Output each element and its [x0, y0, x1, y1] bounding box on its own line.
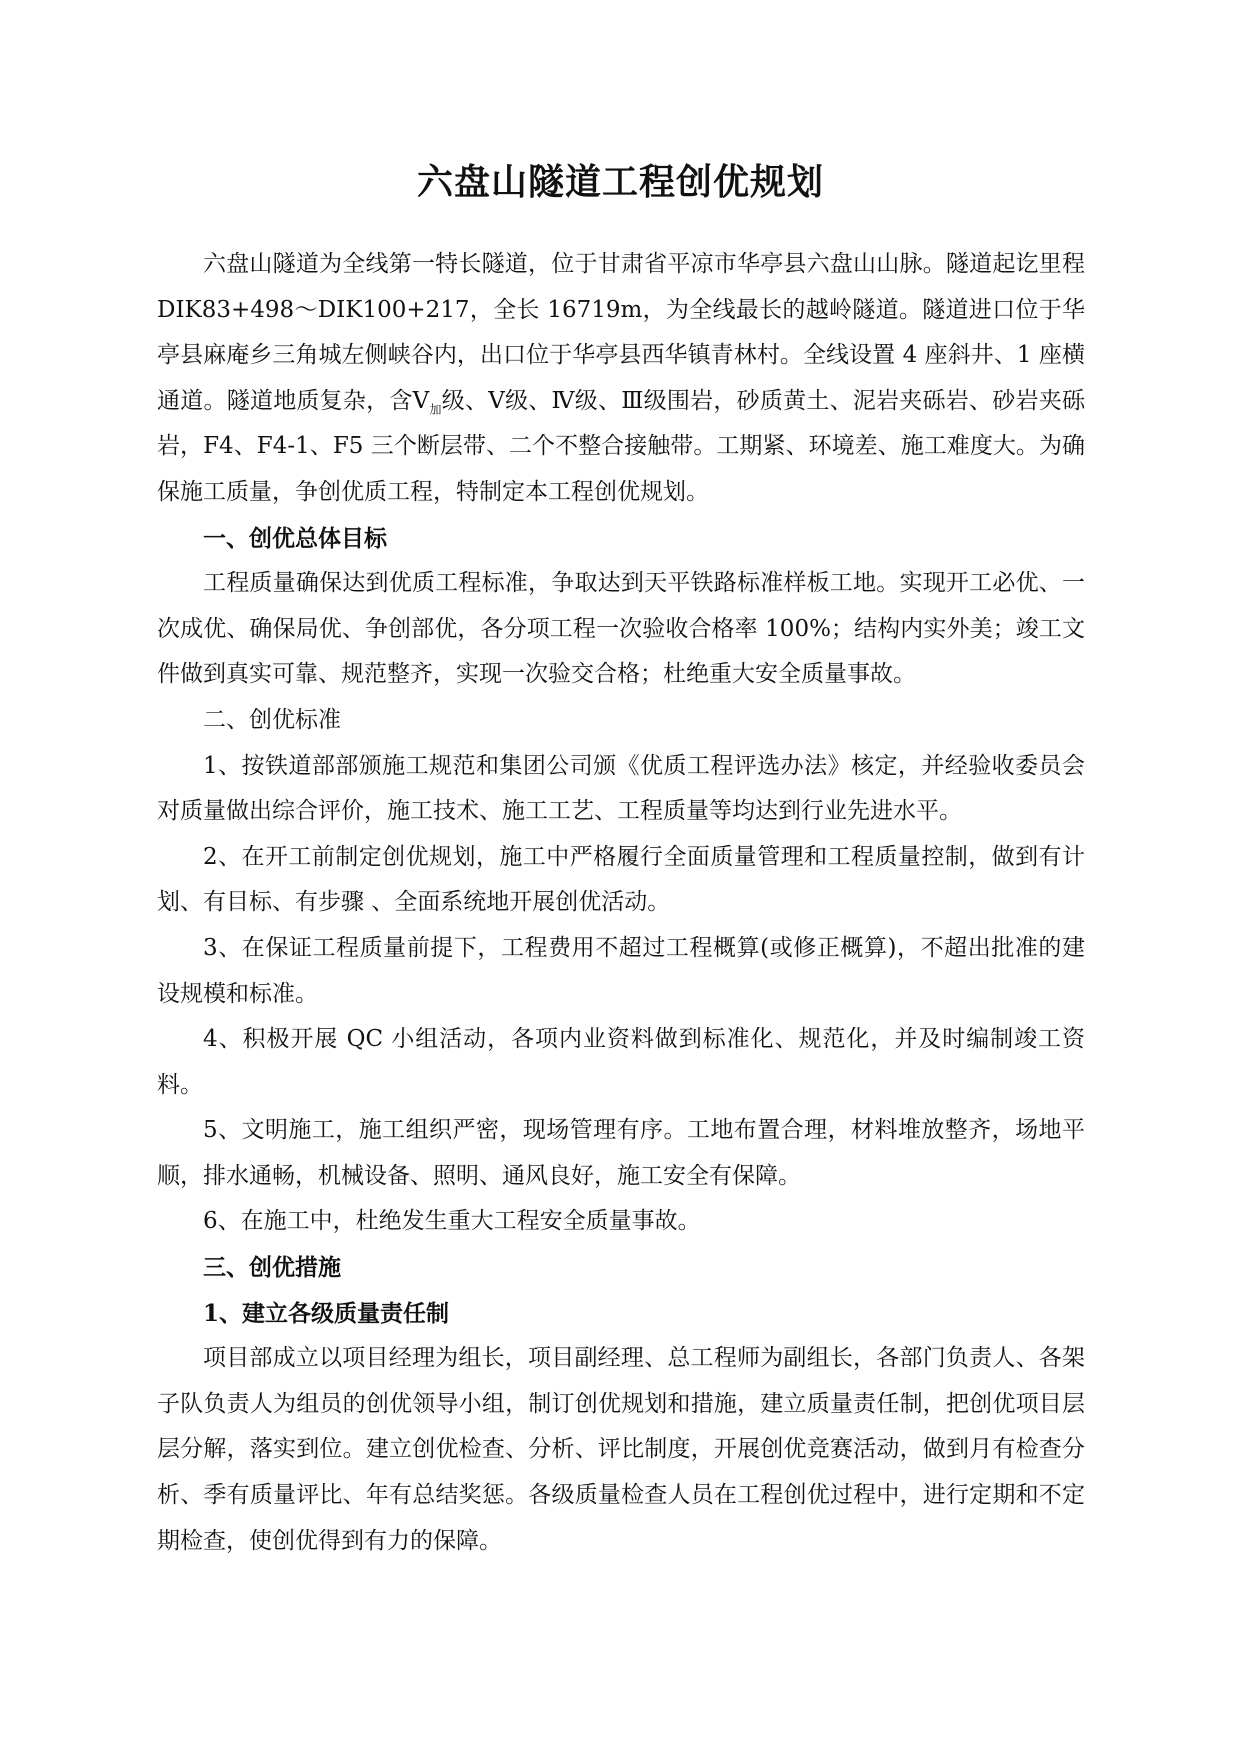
- section3-subheading: 1、建立各级质量责任制: [203, 1299, 450, 1327]
- standard-item-6: 6、在施工中，杜绝发生重大工程安全质量事故。: [203, 1208, 701, 1235]
- section1-heading: 一、创优总体目标: [203, 524, 387, 552]
- intro-subscript: 加: [429, 402, 442, 417]
- section1-paragraph: 工程质量确保达到优质工程标准，争取达到天平铁路标准样板工地。实现开工必优、一次成优、确保局优、争创部优，各分项工程一次验收合格率 100%；结构内实外美；竣工文件做到真实可靠、规范整齐，实现一次验交合格；杜绝重大安全质量事故。: [157, 570, 1085, 688]
- standard-item-3: 3、在保证工程质量前提下，工程费用不超过工程概算(或修正概算)，不超出批准的建设规模和标准。: [157, 934, 1085, 1007]
- standard-item-2: 2、在开工前制定创优规划，施工中严格履行全面质量管理和工程质量控制，做到有计划、有目标、有步骤 、全面系统地开展创优活动。: [157, 843, 1085, 916]
- intro-paragraph: [157, 242, 1085, 516]
- section3-heading: 三、创优措施: [203, 1254, 341, 1282]
- section3-paragraph: 项目部成立以项目经理为组长，项目副经理、总工程师为副组长，各部门负责人、各架子队负责人为组员的创优领导小组，制订创优规划和措施，建立质量责任制，把创优项目层层分解，落实到位。建立创优检查、分析、评比制度，开展创优竞赛活动，做到月有检查分析、季有质量评比、年有总结奖惩。各级质量检查人员在工程创优过程中，进行定期和不定期检查，使创优得到有力的保障。: [157, 1345, 1085, 1554]
- standard-item-1: 1、按铁道部部颁施工规范和集团公司颁《优质工程评选办法》核定，并经验收委员会对质量做出综合评价，施工技术、施工工艺、工程质量等均达到行业先进水平。: [157, 752, 1085, 825]
- standard-item-5: 5、文明施工，施工组织严密，现场管理有序。工地布置合理，材料堆放整齐，场地平顺，排水通畅，机械设备、照明、通风良好，施工安全有保障。: [157, 1117, 1085, 1189]
- intro-text-part2: 级、Ⅴ级、Ⅳ级、Ⅲ级围岩，砂质黄土、泥岩夹砾岩、砂岩夹砾岩，F4、F4-1、F5 三个断层带、二个不整合接触带。工期紧、环境差、施工难度大。为确保施工质量，争创优质工程，特制定本工程创优规划。: [157, 387, 1085, 505]
- document-title: 六盘山隧道工程创优规划: [416, 161, 824, 203]
- standard-item-4: 4、积极开展 QC 小组活动，各项内业资料做到标准化、规范化，并及时编制竣工资料。: [157, 1026, 1085, 1098]
- document-body: [157, 242, 1085, 1564]
- intro-text-part1: 六盘山隧道为全线第一特长隧道，位于甘肃省平凉市华亭县六盘山山脉。隧道起讫里程 DIK83+498～DIK100+217，全长 16719m，为全线最长的越岭隧道。隧道进口位于华亭县麻庵乡三角城左侧峡谷内，出口位于华亭县西华镇青林村。全线设置 4 座斜井、1 座横通道。隧道地质复杂，含Ⅴ: [157, 251, 1085, 414]
- section2-heading: 二、创优标准: [203, 706, 341, 733]
